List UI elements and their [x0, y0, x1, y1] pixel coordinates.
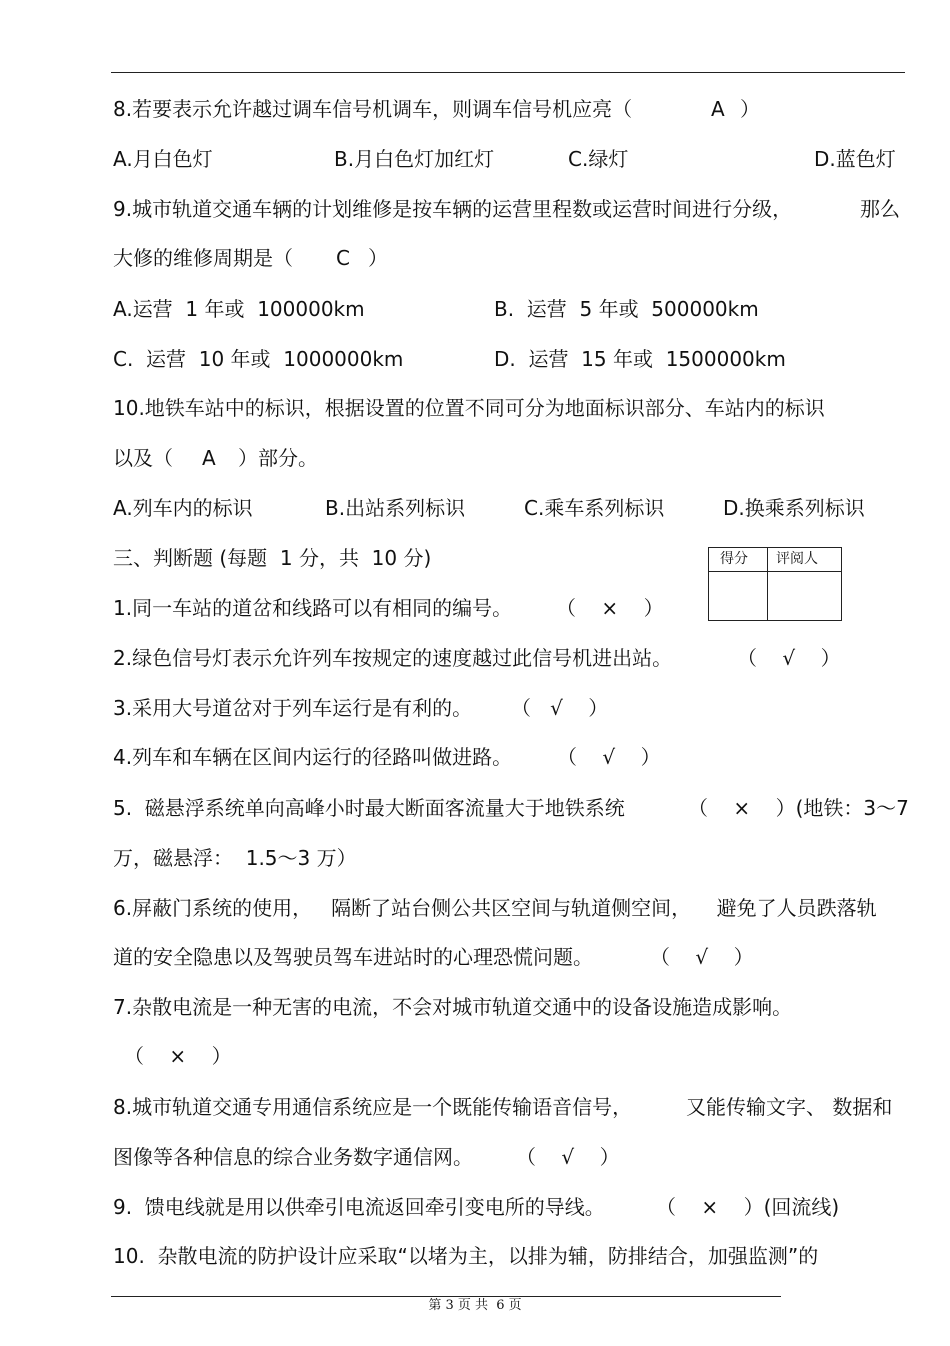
q9-stem-line2: 大修的维修周期是（ [113, 246, 293, 270]
judge-7-text: 7.杂散电流是一种无害的电流，不会对城市轨道交通中的设备设施造成影响。 [113, 995, 793, 1019]
section-title: 三、判断题 (每题 1 分，共 10 分) [113, 546, 432, 570]
q9-option-c: C. 运营 10 年或 1000000km [113, 347, 404, 371]
reviewer-label: 评阅人 [776, 551, 818, 567]
q9-option-d: D. 运营 15 年或 1500000km [494, 347, 786, 371]
judge-9-text: 9. 馈电线就是用以供牵引电流返回牵引变电所的导线。 [113, 1195, 605, 1219]
q10-stem-line1: 10.地铁车站中的标识，根据设置的位置不同可分为地面标识部分、车站内的标识 [113, 396, 825, 420]
score-table-header-rule [709, 571, 841, 572]
judge-10-text: 10. 杂散电流的防护设计应采取“以堵为主，以排为辅，防排结合，加强监测”的 [113, 1244, 819, 1268]
q8-close: ） [740, 97, 760, 121]
q9-stem-line1-tail: 那么 [860, 197, 900, 221]
judge-4-text: 4.列车和车辆在区间内运行的径路叫做进路。 [113, 745, 513, 769]
score-table-divider [767, 548, 768, 620]
q10-option-d: D.换乘系列标识 [723, 496, 865, 520]
judge-8-answer: （ √ ） [516, 1145, 620, 1169]
q8-option-a: A.月白色灯 [113, 147, 213, 171]
q9-answer: C [336, 246, 350, 270]
judge-1-answer: （ × ） [556, 596, 664, 620]
q8-option-c: C.绿灯 [568, 147, 629, 171]
judge-1-text: 1.同一车站的道岔和线路可以有相同的编号。 [113, 596, 513, 620]
judge-5-text: 5. 磁悬浮系统单向高峰小时最大断面客流量大于地铁系统 [113, 796, 625, 820]
judge-5-line2: 万，磁悬浮： 1.5～3 万） [113, 846, 357, 870]
judge-3-answer: （ √ ） [511, 696, 609, 720]
score-label: 得分 [720, 551, 748, 567]
judge-8-tail: 又能传输文字、 数据和 [686, 1095, 893, 1119]
page-footer: 第 3 页 共 6 页 [428, 1298, 522, 1313]
judge-2-answer: （ √ ） [737, 646, 841, 670]
judge-6-answer: （ √ ） [650, 945, 754, 969]
judge-2-text: 2.绿色信号灯表示允许列车按规定的速度越过此信号机进出站。 [113, 646, 673, 670]
judge-8-line2: 图像等各种信息的综合业务数字通信网。 [113, 1145, 473, 1169]
q9-option-a: A.运营 1 年或 100000km [113, 297, 365, 321]
q9-close: ） [368, 246, 388, 270]
q8-answer: A [711, 97, 725, 121]
q9-stem-line1: 9.城市轨道交通车辆的计划维修是按车辆的运营里程数或运营时间进行分级， [113, 197, 793, 221]
judge-6-text: 6.屏蔽门系统的使用， 隔断了站台侧公共区空间与轨道侧空间， 避免了人员跌落轨 [113, 896, 877, 920]
q10-option-c: C.乘车系列标识 [524, 496, 665, 520]
judge-8-text: 8.城市轨道交通专用通信系统应是一个既能传输语音信号， [113, 1095, 633, 1119]
judge-7-answer: （ × ） [124, 1044, 232, 1068]
q8-option-b: B.月白色灯加红灯 [334, 147, 495, 171]
q8-option-d: D.蓝色灯 [814, 147, 896, 171]
judge-4-answer: （ √ ） [557, 745, 661, 769]
q9-option-b: B. 运营 5 年或 500000km [494, 297, 759, 321]
q8-stem: 8.若要表示允许越过调车信号机调车，则调车信号机应亮（ [113, 97, 633, 121]
judge-9-answer: （ × ）(回流线) [656, 1195, 840, 1219]
judge-5-answer: （ × ）(地铁：3～7 [688, 796, 909, 820]
judge-6-line2: 道的安全隐患以及驾驶员驾车进站时的心理恐慌问题。 [113, 945, 593, 969]
bottom-rule [111, 1296, 781, 1297]
q10-answer: A [202, 446, 216, 470]
q10-stem-line2-post: ）部分。 [238, 446, 318, 470]
q10-stem-line2-pre: 以及（ [113, 446, 173, 470]
q10-option-a: A.列车内的标识 [113, 496, 253, 520]
score-table [708, 547, 842, 621]
top-rule [111, 72, 905, 73]
judge-3-text: 3.采用大号道岔对于列车运行是有利的。 [113, 696, 473, 720]
q10-option-b: B.出站系列标识 [325, 496, 466, 520]
